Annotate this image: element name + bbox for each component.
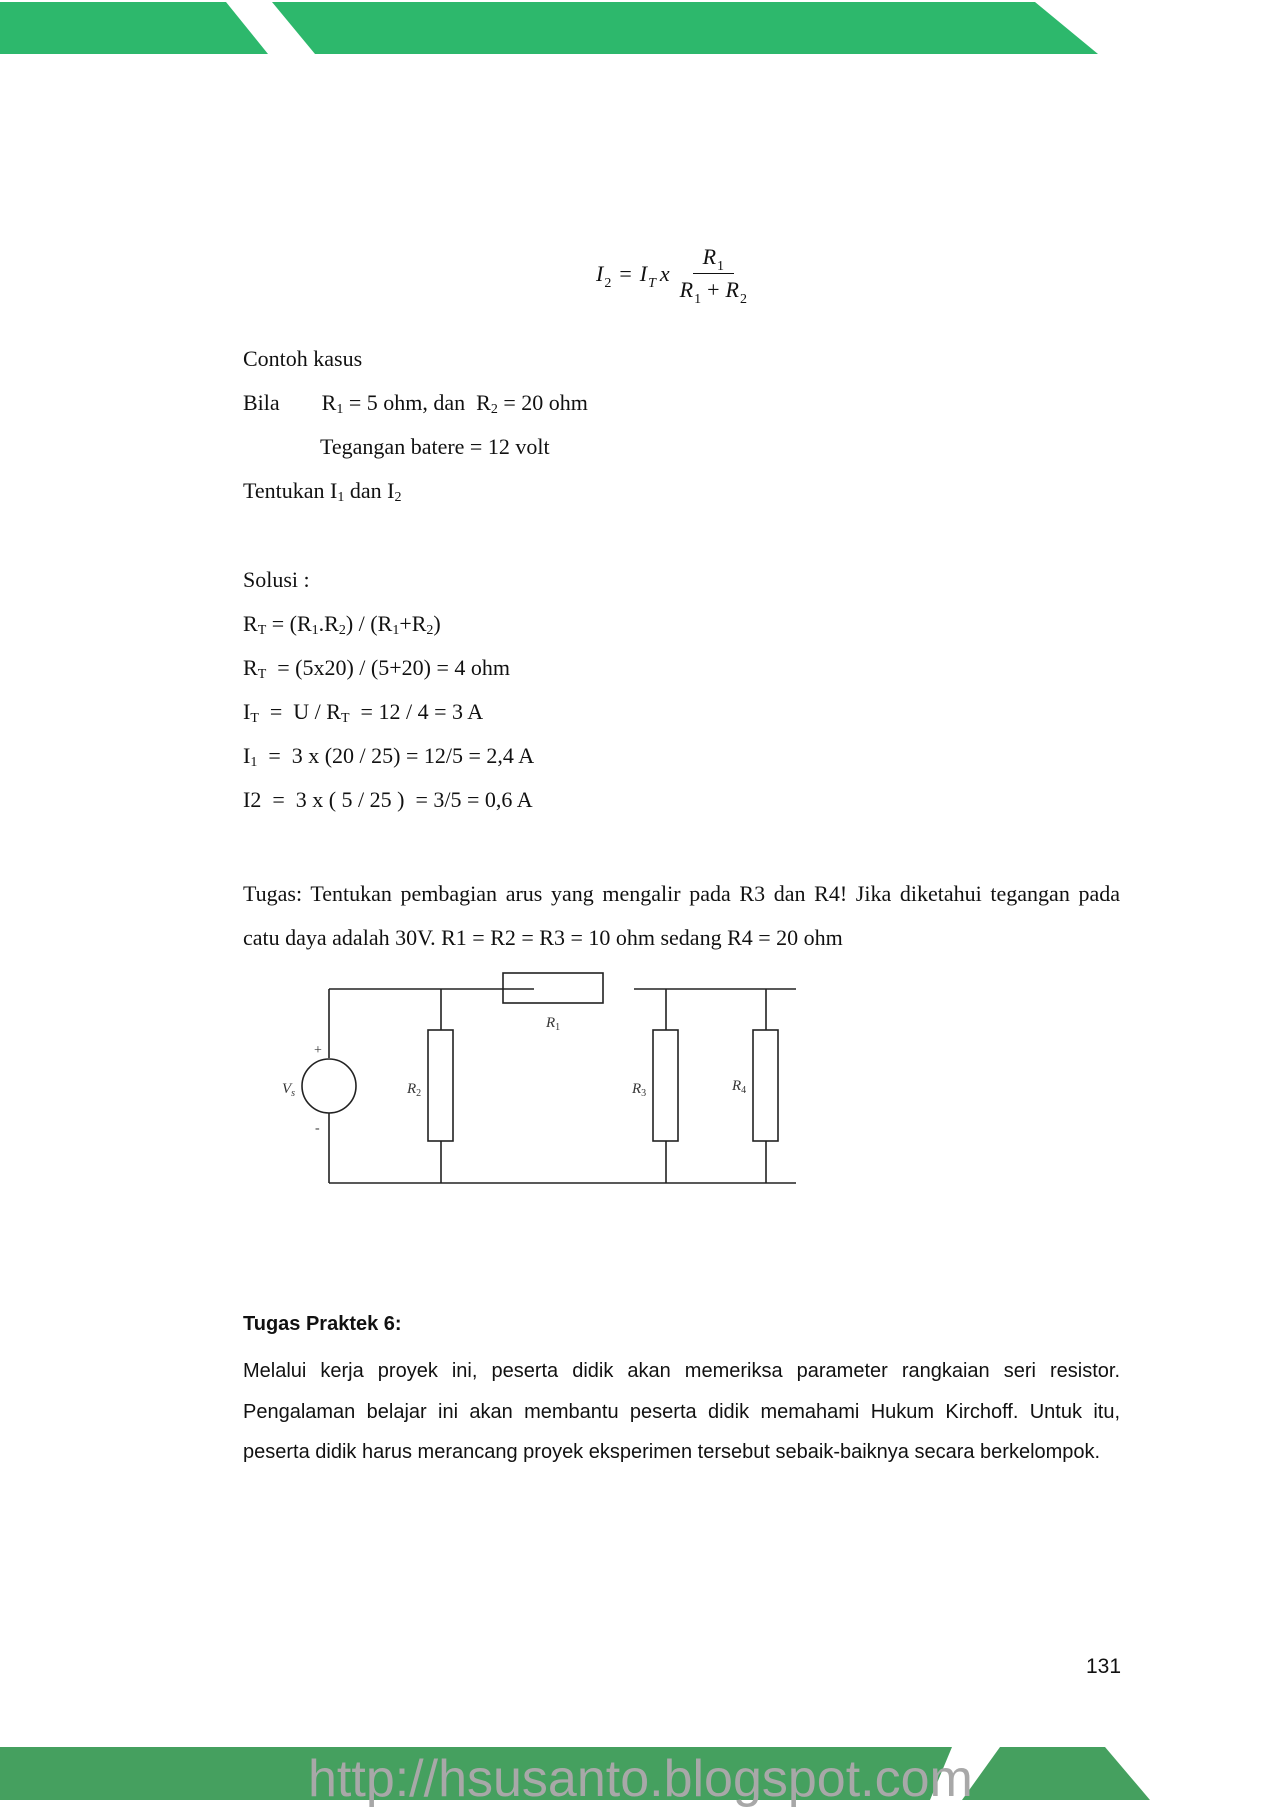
r2-label: $R_2$: [407, 1081, 422, 1099]
current-divider-formula: [596, 244, 751, 307]
page-number: 131: [1086, 1655, 1122, 1678]
formula-equals: =: [619, 260, 632, 286]
resistor-r4-icon: [753, 1030, 778, 1141]
formula-it: $I_T$: [639, 260, 656, 291]
voltage-source-icon: [302, 1059, 356, 1113]
top-banner-shape: [0, 0, 1272, 56]
resistor-r3-icon: [653, 1030, 678, 1141]
solution-line-5: I2 = 3 x ( 5 / 25 ) = 3/5 = 0,6 A: [243, 787, 533, 812]
fraction-numerator: $R_1$: [693, 244, 734, 274]
vs-label: $V_s$: [282, 1081, 296, 1099]
example-heading: Contoh kasus: [243, 346, 363, 371]
fraction-denominator: $R_1 + R_2$: [679, 277, 747, 307]
top-banner: [0, 0, 1272, 56]
formula-x: x: [659, 260, 670, 286]
example-voltage: Tegangan batere = 12 volt: [320, 434, 550, 459]
r3-label: $R_3$: [632, 1081, 647, 1099]
minus-sign: -: [315, 1121, 320, 1136]
solution-line-4: $I_1 = 3$ x (20 / 25) = 12/5 = 2,4 A: [243, 743, 535, 770]
resistor-r2-icon: [428, 1030, 453, 1141]
resistor-r1-icon: [503, 973, 603, 1003]
example-question: Tentukan $I_1$ dan $I_2$: [243, 478, 402, 505]
praktek-title: Tugas Praktek 6:: [243, 1313, 402, 1335]
r1-label: $R_1$: [546, 1015, 561, 1033]
circuit-diagram: [270, 960, 850, 1205]
r4-label: $R_4$: [732, 1078, 747, 1096]
solution-line-2: $R_T = (5x20) / (5+20) = 4$ ohm: [243, 655, 511, 682]
formula-fraction: [676, 244, 751, 307]
plus-sign: +: [314, 1043, 322, 1058]
solution-line-1: $R_T = (R_1.R_2) / (R_1+R_2)$: [243, 611, 441, 638]
formula-lhs: $I_2$: [596, 260, 612, 291]
example-given-resistors: Bila $R_1 = 5$ ohm, dan $R_2 = 20$ ohm: [243, 390, 588, 417]
task-paragraph: Tugas: Tentukan pembagian arus yang mengalir pada R3 dan R4! Jika diketahui tegangan pada catu daya adalah 30V. R1 = R2 = R3 = 10 ohm sedang R4 = 20 ohm: [243, 881, 1120, 950]
watermark-url[interactable]: http://hsusanto.blogspot.com: [308, 1750, 973, 1808]
solution-line-3: $I_T = U / R_T = 12 / 4 = 3$ A: [243, 699, 484, 726]
solution-heading: Solusi :: [243, 567, 310, 592]
praktek-body: Melalui kerja proyek ini, peserta didik akan memeriksa parameter rangkaian seri resistor. Pengalaman belajar ini akan membantu peserta didik memahami Hukum Kirchoff. Untuk itu, peserta didik harus merancang proyek eksperimen tersebut sebaik-baiknya secara berkelompok.: [243, 1360, 1120, 1463]
